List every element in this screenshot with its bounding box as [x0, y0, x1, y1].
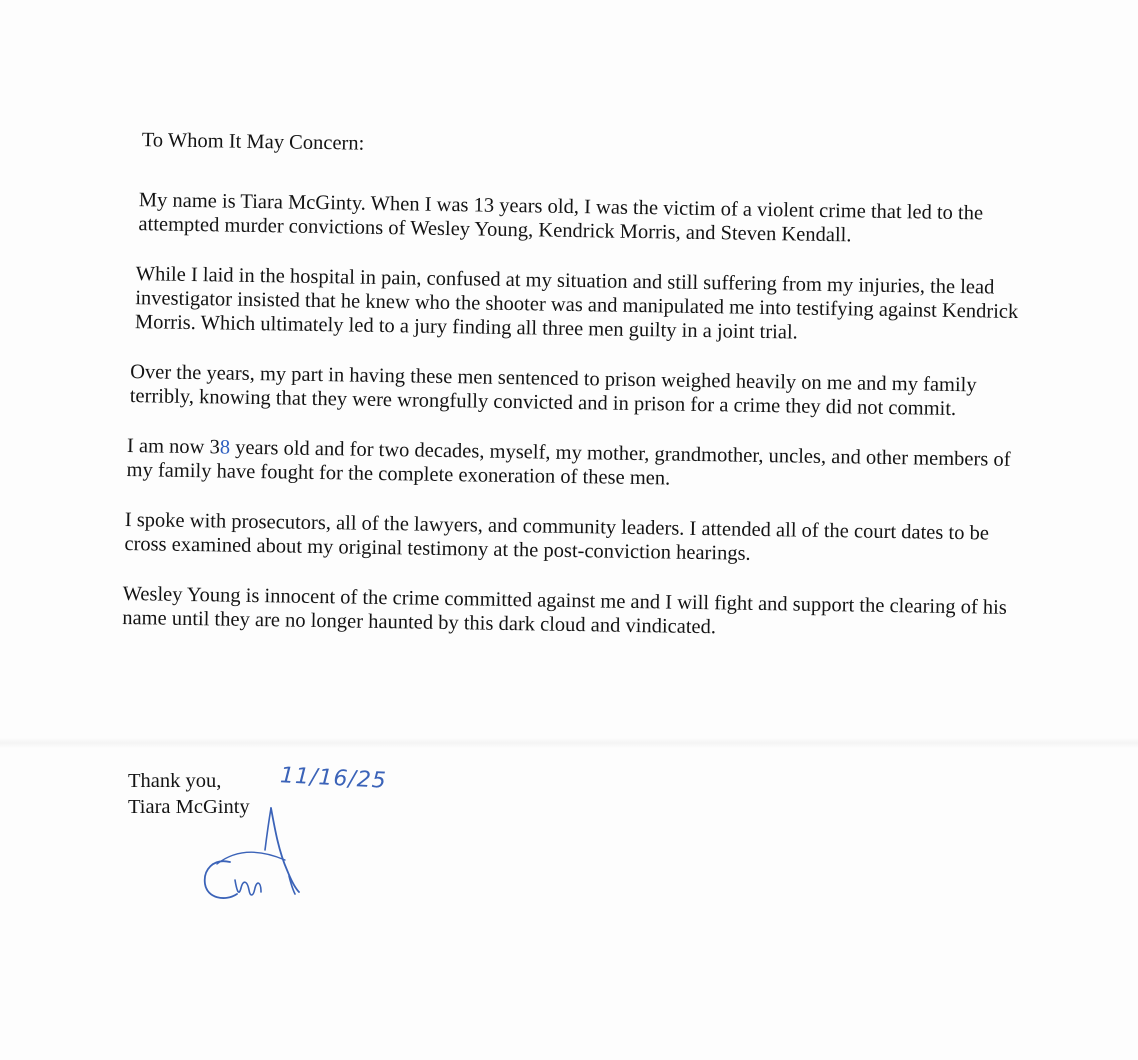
handwritten-date: 11/16/25: [279, 763, 388, 794]
paragraph-hospital: While I laid in the hospital in pain, confused at my situation and still suffering from my injuries, the lead investigator insisted that he knew who the shooter was and manipulated me into testifying against Kendrick Morris. Which ultimately led to a jury finding all three men guilty in a joint trial.: [134, 263, 1019, 344]
closing-line: Thank you,: [128, 770, 222, 792]
salutation: To Whom It May Concern:: [141, 129, 365, 155]
paragraph-over-the-years: Over the years, my part in having these men sentenced to prison weighed heavily on me and my family terribly, knowing that they were wrongfully convicted and in prison for a crime they did not commit.: [129, 361, 977, 421]
signer-name: Tiara McGinty: [128, 796, 250, 818]
age-text-after: years old and for two decades, myself, my mother, grandmother, uncles, and other members of my family have fought for the complete exoneration of these men.: [126, 436, 1011, 490]
letter-body: [122, 128, 1030, 670]
handwritten-age-digit: 8: [219, 436, 231, 459]
paragraph-age: [126, 434, 1012, 496]
paragraph-prosecutors: I spoke with prosecutors, all of the lawyers, and community leaders. I attended all of the court dates to be cross examined about my original testimony at the post-conviction hearings.: [124, 508, 990, 565]
paragraph-introduction: My name is Tiara McGinty. When I was 13 years old, I was the victim of a violent crime that led to the attempted murder convictions of Wesley Young, Kendrick Morris, and Steven Kendall.: [138, 189, 984, 247]
handwritten-signature: [195, 800, 325, 910]
paragraph-innocence: Wesley Young is innocent of the crime committed against me and I will fight and support the clearing of his name until they are no longer haunted by this dark cloud and vindicated.: [122, 582, 1007, 639]
age-text-before: I am now 3: [126, 434, 220, 459]
scan-fold-line: [0, 738, 1138, 748]
